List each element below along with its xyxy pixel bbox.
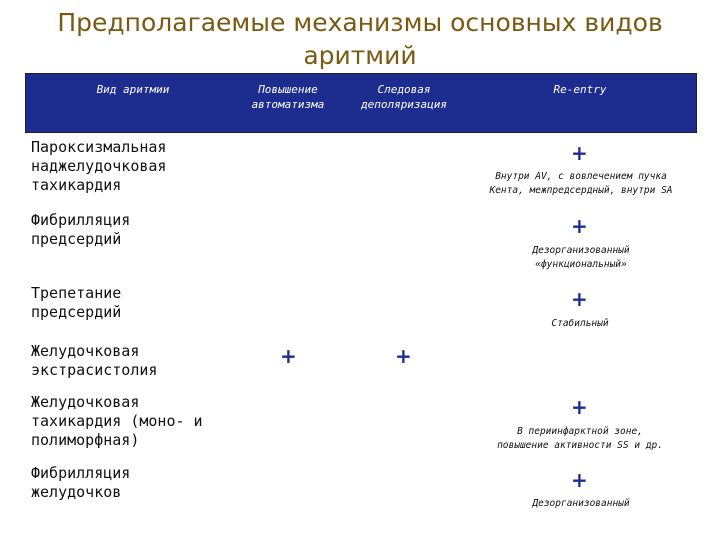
row-label-line: экстрасистолия bbox=[31, 361, 158, 379]
reentry-plus-mark: + bbox=[571, 287, 588, 311]
row-label-line: Желудочковая bbox=[31, 342, 140, 360]
trigger-plus-mark: + bbox=[395, 344, 412, 368]
row-label-line: желудочков bbox=[31, 483, 122, 501]
row-label-afib bbox=[31, 211, 130, 249]
reentry-plus-mark: + bbox=[571, 395, 588, 419]
row-label-vfib bbox=[31, 464, 130, 502]
note-line: повышение активности SS и др. bbox=[497, 440, 663, 451]
reentry-plus-mark: + bbox=[571, 468, 588, 492]
row-label-line: полиморфная) bbox=[31, 431, 140, 449]
note-line: Кента, межпредсердный, внутри SA bbox=[489, 185, 673, 196]
row-label-aflutter bbox=[31, 284, 121, 322]
table-header-divider bbox=[25, 132, 697, 133]
header-reentry: Re-entry bbox=[553, 83, 607, 96]
table-header bbox=[25, 74, 696, 132]
row-label-line: предсердий bbox=[31, 303, 122, 321]
reentry-note-vt bbox=[475, 425, 685, 453]
note-line: Дезорганизованный bbox=[532, 245, 630, 256]
note-line: В периинфарктной зоне, bbox=[517, 426, 643, 437]
header-arrhythmia-type: Вид аритмии bbox=[96, 83, 170, 96]
header-triggered-activity: Следовая деполяризация bbox=[360, 83, 448, 111]
note-line: Стабильный bbox=[551, 318, 609, 329]
row-label-psvt bbox=[31, 138, 166, 195]
reentry-note-afib bbox=[506, 244, 656, 272]
reentry-note-vfib bbox=[506, 497, 656, 511]
reentry-plus-mark: + bbox=[571, 141, 588, 165]
row-label-line: тахикардия bbox=[31, 176, 122, 194]
table-border-right bbox=[696, 74, 697, 132]
row-label-line: Фибрилляция bbox=[31, 211, 131, 229]
automatism-plus-mark: + bbox=[280, 344, 297, 368]
row-label-line: Пароксизмальная bbox=[31, 138, 167, 156]
row-label-vt bbox=[31, 393, 203, 450]
row-label-line: Трепетание bbox=[31, 284, 122, 302]
page-title: Предполагаемые механизмы основных видов аритмий bbox=[57, 8, 663, 70]
header-automatism: Повышение автоматизма bbox=[251, 83, 325, 111]
note-line: Внутри AV, с вовлечением пучка bbox=[495, 171, 667, 182]
table-border-top bbox=[25, 73, 697, 74]
row-label-line: тахикардия (моно- и bbox=[31, 412, 203, 430]
table-border-left bbox=[25, 74, 26, 132]
reentry-note-aflutter bbox=[530, 317, 630, 331]
row-label-line: предсердий bbox=[31, 230, 122, 248]
note-line: «функциональный» bbox=[535, 259, 627, 270]
row-label-line: Желудочковая bbox=[31, 393, 140, 411]
row-label-line: наджелудочковая bbox=[31, 157, 167, 175]
reentry-note-psvt bbox=[467, 170, 695, 198]
row-label-line: Фибрилляция bbox=[31, 464, 131, 482]
note-line: Дезорганизованный bbox=[532, 498, 630, 509]
row-label-pvc bbox=[31, 342, 157, 380]
reentry-plus-mark: + bbox=[571, 214, 588, 238]
